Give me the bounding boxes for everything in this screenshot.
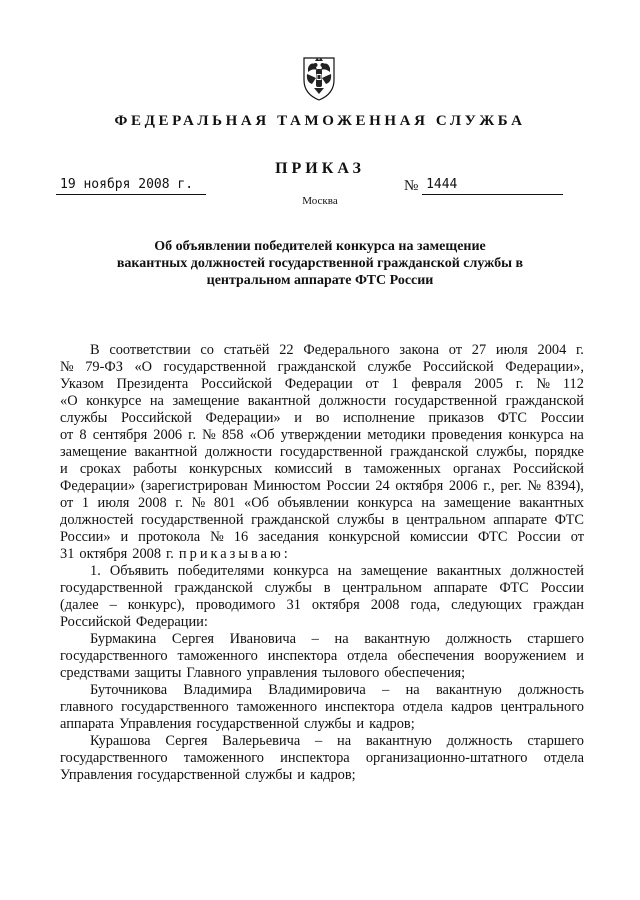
body-word: Федерации: bbox=[135, 614, 208, 630]
body-word: 24 bbox=[375, 478, 390, 494]
body-word: России bbox=[540, 410, 584, 426]
body-word: № bbox=[60, 359, 74, 375]
body-word: ФТС bbox=[554, 512, 584, 528]
body-word: управления bbox=[246, 665, 318, 681]
body-word: сентября bbox=[92, 427, 148, 443]
body-word: февраля bbox=[411, 376, 462, 392]
body-word: аппарата bbox=[60, 716, 115, 732]
body-word: на bbox=[569, 427, 584, 443]
body-word: аппарате bbox=[433, 580, 488, 596]
body-word: средствами bbox=[60, 665, 130, 681]
body-word: комиссии bbox=[409, 529, 469, 545]
title-line: Об объявлении победителей конкурса на замещение bbox=[154, 239, 486, 254]
body-word: порядке bbox=[534, 444, 584, 460]
russian-coat-of-arms-icon bbox=[296, 52, 342, 102]
body-word: таможенного bbox=[183, 750, 265, 766]
body-line bbox=[60, 393, 584, 410]
body-word: г. bbox=[515, 376, 524, 392]
body-word: на bbox=[421, 495, 436, 511]
body-word: конкурса bbox=[357, 495, 413, 511]
body-word: статьёй bbox=[223, 342, 270, 358]
body-word: государственной bbox=[137, 767, 240, 783]
body-word: старшего bbox=[527, 631, 584, 647]
body-word: утверждении bbox=[280, 427, 362, 443]
body-word: и bbox=[576, 648, 584, 664]
body-word: в bbox=[391, 512, 399, 528]
body-word: объявлении bbox=[277, 495, 349, 511]
body-word: гражданской bbox=[390, 444, 469, 460]
document-number bbox=[404, 176, 580, 194]
body-word: Федерации», bbox=[505, 359, 584, 375]
body-word: № bbox=[536, 376, 551, 392]
body-word: исполнение bbox=[343, 410, 415, 426]
body-word: вооружением bbox=[484, 648, 567, 664]
body-word: Объявить bbox=[109, 563, 169, 579]
body-word: государственного bbox=[60, 648, 168, 664]
body-word: г. bbox=[188, 427, 197, 443]
body-line bbox=[60, 359, 584, 376]
body-word: таможенного bbox=[177, 648, 258, 664]
body-word: должностей bbox=[510, 563, 584, 579]
body-word: Валерьевича bbox=[222, 733, 301, 749]
body-word: комиссий bbox=[274, 461, 333, 477]
title-line: вакантных должностей государственной гражданской службы в bbox=[116, 256, 524, 271]
body-word: «О bbox=[134, 359, 153, 375]
body-word: Владимира bbox=[183, 682, 252, 698]
body-word: Управления bbox=[119, 716, 192, 732]
body-word: организационно-штатного bbox=[365, 750, 528, 766]
body-word: должности bbox=[318, 393, 387, 409]
body-word: г. bbox=[175, 495, 184, 511]
body-word: и bbox=[294, 410, 302, 426]
body-line bbox=[60, 665, 584, 682]
body-word: № bbox=[527, 478, 542, 494]
body-word: Сергея bbox=[171, 631, 214, 647]
body-word: обеспечения; bbox=[384, 665, 466, 681]
body-word: г. bbox=[576, 342, 584, 358]
body-word: отдела bbox=[543, 750, 584, 766]
body-word: конкурса bbox=[273, 563, 329, 579]
body-word: Управления bbox=[60, 767, 133, 783]
body-word: от bbox=[365, 376, 379, 392]
body-word: на bbox=[337, 563, 352, 579]
body-word: Российской bbox=[60, 614, 131, 630]
body-word: – bbox=[311, 631, 319, 647]
body-line bbox=[60, 461, 584, 478]
body-word: 2008 bbox=[370, 597, 400, 613]
document-number-value: 1444 bbox=[422, 176, 563, 195]
body-word: 2006 bbox=[448, 478, 478, 494]
body-word: гражданской bbox=[174, 580, 253, 596]
body-word: 8 bbox=[79, 427, 87, 443]
body-word: гражданской bbox=[505, 393, 584, 409]
document-date-value: 19 ноября 2008 г. bbox=[60, 177, 194, 192]
body-word: г., bbox=[483, 478, 495, 494]
body-word: Минюстом bbox=[253, 478, 321, 494]
body-word: проведения bbox=[431, 427, 503, 443]
body-word: государственной bbox=[141, 512, 244, 528]
body-word: государственной bbox=[163, 359, 267, 375]
body-word: работы bbox=[133, 461, 177, 477]
body-word: государственной bbox=[196, 716, 300, 732]
document-date bbox=[56, 176, 206, 195]
body-word: Главного bbox=[186, 665, 242, 681]
body-word: России» bbox=[60, 529, 111, 545]
document-city: Москва bbox=[302, 195, 338, 207]
body-word: В bbox=[90, 342, 100, 358]
body-word: 112 bbox=[562, 376, 584, 392]
body-word: вакантной bbox=[247, 393, 311, 409]
body-word: на bbox=[337, 733, 352, 749]
body-word: следующих bbox=[451, 597, 523, 613]
body-word: России bbox=[540, 580, 584, 596]
document-body bbox=[60, 342, 584, 784]
body-word: ФТС bbox=[497, 410, 527, 426]
body-word: методики bbox=[367, 427, 426, 443]
body-line bbox=[60, 495, 584, 512]
body-word: протокола bbox=[138, 529, 201, 545]
body-word: 31 bbox=[286, 597, 301, 613]
body-line bbox=[60, 512, 584, 529]
body-line bbox=[60, 682, 584, 699]
body-word: государственного bbox=[121, 699, 229, 715]
body-line bbox=[60, 767, 584, 784]
body-word: на bbox=[334, 631, 349, 647]
body-word: заседания bbox=[258, 529, 319, 545]
body-word: Федерации» bbox=[60, 478, 136, 494]
body-line bbox=[60, 546, 584, 563]
body-word: Сергея bbox=[165, 733, 208, 749]
body-word: должность bbox=[445, 631, 512, 647]
body-line bbox=[60, 716, 584, 733]
body-word: России bbox=[517, 529, 561, 545]
body-word: в bbox=[323, 580, 331, 596]
document-title bbox=[60, 238, 580, 289]
body-word: вакантную bbox=[364, 631, 431, 647]
body-word: закона bbox=[399, 342, 440, 358]
body-word: и bbox=[120, 529, 129, 545]
body-line bbox=[60, 614, 584, 631]
body-word: октября bbox=[395, 478, 444, 494]
body-line bbox=[60, 427, 584, 444]
body-line bbox=[60, 563, 584, 580]
body-word: должность bbox=[446, 733, 513, 749]
number-sign: № bbox=[404, 178, 419, 194]
body-word: 1. bbox=[90, 563, 101, 579]
body-word: государственной bbox=[394, 393, 498, 409]
body-word: 16 bbox=[233, 529, 249, 545]
body-word: ФТС bbox=[499, 580, 529, 596]
body-word: защиты bbox=[134, 665, 182, 681]
body-word: ФТС bbox=[478, 529, 508, 545]
body-word: замещение bbox=[360, 563, 428, 579]
body-word: «О bbox=[60, 393, 78, 409]
body-word: государственной bbox=[60, 580, 163, 596]
body-word: гражданской bbox=[277, 359, 356, 375]
body-word: приказов bbox=[428, 410, 484, 426]
body-line bbox=[60, 631, 584, 648]
body-word: кадров; bbox=[310, 767, 356, 783]
body-word: года, bbox=[410, 597, 441, 613]
body-word: старшего bbox=[527, 733, 584, 749]
body-word: инспектора bbox=[280, 750, 350, 766]
body-word: кадров; bbox=[369, 716, 415, 732]
body-word: 2005 bbox=[474, 376, 503, 392]
body-line bbox=[60, 733, 584, 750]
body-word: Буточникова bbox=[90, 682, 168, 698]
body-word: (зарегистрирован bbox=[140, 478, 248, 494]
body-word: службе bbox=[367, 359, 412, 375]
document-type: ПРИКАЗ bbox=[275, 160, 365, 177]
body-word: Российской bbox=[513, 461, 584, 477]
body-word: 2008 bbox=[137, 495, 167, 511]
body-line bbox=[60, 478, 584, 495]
body-word: тылового bbox=[322, 665, 380, 681]
body-word: России bbox=[326, 478, 370, 494]
body-word: службы bbox=[60, 410, 108, 426]
body-line bbox=[60, 444, 584, 461]
body-word: государственного bbox=[60, 750, 168, 766]
body-word: 2004 bbox=[537, 342, 567, 358]
body-word: Указом bbox=[60, 376, 104, 392]
body-word: Бурмакина bbox=[90, 631, 157, 647]
body-word: и bbox=[297, 767, 305, 783]
body-word: конкурсе bbox=[86, 393, 142, 409]
body-word: службы bbox=[304, 716, 352, 732]
body-word: службы bbox=[244, 767, 293, 783]
title-line: центральном аппарате ФТС России bbox=[206, 273, 434, 288]
body-word: кадров bbox=[450, 699, 493, 715]
body-word: Ивановича bbox=[229, 631, 297, 647]
body-word: со bbox=[200, 342, 214, 358]
body-word: октября bbox=[311, 597, 360, 613]
body-word: Федерального bbox=[303, 342, 390, 358]
body-word: отдела bbox=[402, 699, 443, 715]
body-word: октября bbox=[79, 546, 128, 562]
body-word: 858 bbox=[221, 427, 244, 443]
body-word: на bbox=[405, 682, 420, 698]
body-word: органах bbox=[452, 461, 501, 477]
body-word: – bbox=[382, 682, 390, 698]
body-word: и bbox=[356, 716, 365, 732]
body-word: гражданской bbox=[251, 512, 330, 528]
body-word: во bbox=[315, 410, 330, 426]
body-word: граждан bbox=[533, 597, 584, 613]
body-line bbox=[60, 580, 584, 597]
body-word: сроках bbox=[79, 461, 121, 477]
body-word: службы bbox=[264, 580, 312, 596]
body-word: № bbox=[191, 495, 206, 511]
body-word: № bbox=[202, 427, 216, 443]
body-word: – bbox=[315, 733, 323, 749]
body-word: от bbox=[448, 342, 463, 358]
body-line bbox=[60, 529, 584, 546]
body-word: должности bbox=[205, 444, 273, 460]
body-word: г. bbox=[166, 546, 174, 562]
body-word: вакантных bbox=[519, 495, 584, 511]
body-word: инспектора bbox=[267, 648, 338, 664]
body-word: Владимировича bbox=[268, 682, 366, 698]
body-word: центральном bbox=[406, 512, 486, 528]
body-word: службы bbox=[337, 512, 385, 528]
body-word: июля bbox=[495, 342, 528, 358]
body-word: проводимого bbox=[195, 597, 276, 613]
body-word: центрального bbox=[500, 699, 584, 715]
body-word: соответствии bbox=[109, 342, 191, 358]
body-word: отдела bbox=[347, 648, 388, 664]
body-word: 22 bbox=[279, 342, 294, 358]
body-word: 31 bbox=[60, 546, 75, 562]
body-word: службы, bbox=[476, 444, 528, 460]
body-word: центральном bbox=[342, 580, 422, 596]
body-word: конкурс), bbox=[127, 597, 185, 613]
body-word: 1 bbox=[391, 376, 399, 392]
body-word: рег. bbox=[500, 478, 522, 494]
body-word: Президента bbox=[116, 376, 189, 392]
body-word: «Об bbox=[244, 495, 269, 511]
body-word: на bbox=[149, 393, 164, 409]
agency-name: ФЕДЕРАЛЬНАЯ ТАМОЖЕННАЯ СЛУЖБА bbox=[114, 113, 526, 129]
body-word: «Об bbox=[249, 427, 275, 443]
body-line bbox=[60, 648, 584, 665]
body-word: 1 bbox=[81, 495, 90, 511]
body-word: должностей bbox=[60, 512, 134, 528]
body-word: конкурсной bbox=[328, 529, 400, 545]
body-word: вакантную bbox=[365, 733, 432, 749]
body-word: Российской bbox=[201, 376, 272, 392]
body-word: замещение bbox=[172, 393, 240, 409]
body-word: 2006 bbox=[153, 427, 183, 443]
body-word: в bbox=[344, 461, 352, 477]
body-word: обеспечения bbox=[397, 648, 475, 664]
body-word: победителями bbox=[177, 563, 265, 579]
body-word: конкурса bbox=[508, 427, 564, 443]
body-word: вакантных bbox=[436, 563, 502, 579]
body-word: замещение bbox=[60, 444, 127, 460]
body-word: инспектора bbox=[325, 699, 395, 715]
body-line bbox=[60, 597, 584, 614]
body-line bbox=[60, 342, 584, 359]
body-word: 27 bbox=[471, 342, 487, 358]
body-line bbox=[60, 376, 584, 393]
body-word: 8394), bbox=[546, 478, 584, 494]
body-word: (далее bbox=[60, 597, 99, 613]
body-word: 79-ФЗ bbox=[85, 359, 123, 375]
body-line bbox=[60, 410, 584, 427]
body-word: вакантной bbox=[134, 444, 198, 460]
body-word: Российской bbox=[422, 359, 494, 375]
body-word: от bbox=[570, 529, 584, 545]
body-word: Российской bbox=[120, 410, 192, 426]
decree-word: приказываю: bbox=[178, 546, 291, 562]
body-word: главного bbox=[60, 699, 114, 715]
body-word: Федерации bbox=[284, 376, 353, 392]
body-word: и bbox=[60, 461, 68, 477]
body-word: Курашова bbox=[90, 733, 151, 749]
body-word: вакантную bbox=[435, 682, 502, 698]
body-word: таможенного bbox=[236, 699, 318, 715]
body-word: должность bbox=[518, 682, 584, 698]
body-word: аппарате bbox=[493, 512, 548, 528]
body-word: – bbox=[109, 597, 117, 613]
body-word: конкурсных bbox=[189, 461, 263, 477]
body-word: государственной bbox=[279, 444, 383, 460]
body-word: таможенных bbox=[363, 461, 441, 477]
body-word: от bbox=[60, 427, 74, 443]
body-line bbox=[60, 699, 584, 716]
body-word: 2008 bbox=[132, 546, 162, 562]
body-word: июля bbox=[97, 495, 130, 511]
body-word: № bbox=[210, 529, 224, 545]
body-word: 801 bbox=[213, 495, 236, 511]
body-word: Федерации» bbox=[205, 410, 281, 426]
body-word: замещение bbox=[443, 495, 511, 511]
body-line bbox=[60, 750, 584, 767]
body-word: от bbox=[60, 495, 74, 511]
